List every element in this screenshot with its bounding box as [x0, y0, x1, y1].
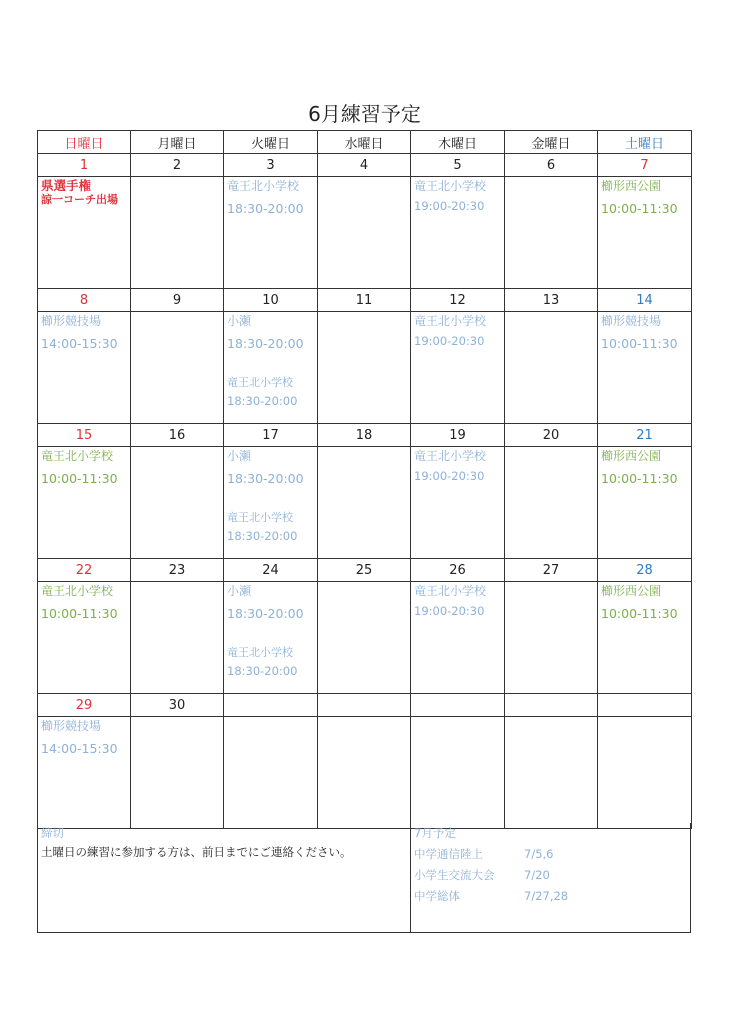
event-location: 竜王北小学校 [227, 376, 293, 389]
event-location: 小瀬 [227, 314, 252, 328]
event-location: 櫛形競技場 [41, 719, 102, 733]
event-location: 竜王北小学校 [227, 646, 293, 659]
event-time: 18:30-20:00 [227, 471, 304, 486]
day-cell [505, 582, 598, 694]
event-location: 櫛形西公園 [601, 449, 662, 463]
week-4-numbers [38, 559, 692, 582]
week-3-numbers [38, 424, 692, 447]
event-location: 櫛形西公園 [601, 179, 662, 193]
event-location: 竜王北小学校 [227, 179, 300, 193]
day-number: 7 [598, 154, 692, 177]
event-time: 18:30-20:00 [227, 394, 298, 408]
deadline-label: 締切 [41, 826, 64, 840]
event-time: 18:30-20:00 [227, 336, 304, 351]
day-number: 16 [131, 424, 224, 447]
event-time: 14:00-15:30 [41, 741, 118, 756]
event-time: 19:00-20:30 [414, 334, 485, 348]
day-cell [224, 717, 318, 829]
day-cell [224, 312, 318, 424]
day-cell [598, 717, 692, 829]
page-title: 6月練習予定 [308, 102, 421, 126]
calendar-table [37, 130, 692, 829]
day-cell [598, 447, 692, 559]
day-number: 21 [598, 424, 692, 447]
weekday-tuesday: 火曜日 [224, 131, 318, 154]
event-location: 小瀬 [227, 449, 252, 463]
event-time: 10:00-11:30 [601, 606, 678, 621]
day-number: 3 [224, 154, 318, 177]
weekday-wednesday: 水曜日 [318, 131, 411, 154]
day-number [505, 694, 598, 717]
event-location: 竜王北小学校 [41, 584, 114, 598]
event-location: 竜王北小学校 [227, 511, 293, 524]
day-number: 27 [505, 559, 598, 582]
day-cell [505, 177, 598, 289]
day-number: 6 [505, 154, 598, 177]
week-5-events [38, 717, 692, 829]
day-number [598, 694, 692, 717]
day-number: 1 [38, 154, 131, 177]
day-number: 8 [38, 289, 131, 312]
day-number: 17 [224, 424, 318, 447]
weekday-friday: 金曜日 [505, 131, 598, 154]
event-time: 18:30-20:00 [227, 664, 298, 678]
day-cell [411, 447, 505, 559]
event-location: 櫛形競技場 [601, 314, 662, 328]
footer-notes [37, 823, 691, 933]
day-number: 5 [411, 154, 505, 177]
day-cell [131, 582, 224, 694]
event-time: 10:00-11:30 [601, 336, 678, 351]
day-cell [411, 582, 505, 694]
event-time: 18:30-20:00 [227, 529, 298, 543]
day-number: 14 [598, 289, 692, 312]
day-cell [598, 582, 692, 694]
day-cell [598, 312, 692, 424]
day-cell [318, 717, 411, 829]
event-time: 10:00-11:30 [41, 471, 118, 486]
day-cell [318, 312, 411, 424]
day-number: 24 [224, 559, 318, 582]
july-item-name: 小学生交流大会 [414, 868, 495, 882]
july-item-name: 中学総体 [414, 889, 460, 903]
event-time: 19:00-20:30 [414, 604, 485, 618]
day-number: 29 [38, 694, 131, 717]
event-location: 竜王北小学校 [41, 449, 114, 463]
event-location: 櫛形西公園 [601, 584, 662, 598]
july-item-date: 7/20 [524, 868, 550, 882]
july-schedule-title: 7月予定 [414, 826, 456, 840]
day-number: 10 [224, 289, 318, 312]
day-number: 26 [411, 559, 505, 582]
event-time: 14:00-15:30 [41, 336, 118, 351]
day-number: 15 [38, 424, 131, 447]
day-cell [38, 177, 131, 289]
day-number: 20 [505, 424, 598, 447]
day-number: 9 [131, 289, 224, 312]
week-4-events [38, 582, 692, 694]
day-number: 2 [131, 154, 224, 177]
july-item [414, 867, 687, 883]
day-number: 22 [38, 559, 131, 582]
day-number: 18 [318, 424, 411, 447]
day-number: 19 [411, 424, 505, 447]
event-note: 諒一コーチ出場 [41, 193, 118, 206]
event-time: 19:00-20:30 [414, 469, 485, 483]
day-cell [598, 177, 692, 289]
event-time: 18:30-20:00 [227, 201, 304, 216]
weekday-monday: 月曜日 [131, 131, 224, 154]
event-time: 10:00-11:30 [601, 201, 678, 216]
week-2-numbers [38, 289, 692, 312]
day-cell [38, 447, 131, 559]
week-3-events [38, 447, 692, 559]
day-number: 13 [505, 289, 598, 312]
day-cell [505, 717, 598, 829]
day-cell [505, 447, 598, 559]
day-cell [224, 177, 318, 289]
day-cell [131, 177, 224, 289]
day-cell [318, 582, 411, 694]
july-item-date: 7/5,6 [524, 847, 554, 861]
week-1-numbers [38, 154, 692, 177]
day-cell [224, 582, 318, 694]
day-cell [411, 177, 505, 289]
day-cell [505, 312, 598, 424]
day-cell [131, 312, 224, 424]
day-cell [411, 312, 505, 424]
event-location: 竜王北小学校 [414, 449, 487, 463]
day-number: 25 [318, 559, 411, 582]
event-time: 18:30-20:00 [227, 606, 304, 621]
day-cell [131, 447, 224, 559]
day-cell [411, 717, 505, 829]
event-time: 19:00-20:30 [414, 199, 485, 213]
week-1-events [38, 177, 692, 289]
day-number [318, 694, 411, 717]
weekday-header-row [38, 131, 692, 154]
july-item-name: 中学通信陸上 [414, 847, 483, 861]
day-cell [38, 717, 131, 829]
july-item [414, 888, 687, 904]
weekday-sunday: 日曜日 [38, 131, 131, 154]
day-number: 23 [131, 559, 224, 582]
event-location: 竜王北小学校 [414, 584, 487, 598]
event-location: 竜王北小学校 [414, 314, 487, 328]
day-cell [38, 582, 131, 694]
day-cell [318, 447, 411, 559]
event-location: 櫛形競技場 [41, 314, 102, 328]
day-number: 12 [411, 289, 505, 312]
july-item-date: 7/27,28 [524, 889, 569, 903]
day-cell [318, 177, 411, 289]
day-cell [131, 717, 224, 829]
day-number: 30 [131, 694, 224, 717]
weekday-saturday: 土曜日 [598, 131, 692, 154]
weekday-thursday: 木曜日 [411, 131, 505, 154]
july-item [414, 846, 687, 862]
week-5-numbers [38, 694, 692, 717]
day-cell [38, 312, 131, 424]
day-number [411, 694, 505, 717]
event-location: 竜王北小学校 [414, 179, 487, 193]
day-number [224, 694, 318, 717]
event-title: 県選手権 [41, 178, 92, 193]
day-cell [224, 447, 318, 559]
notice-text: 土曜日の練習に参加する方は、前日までにご連絡ください。 [41, 845, 352, 859]
event-location: 小瀬 [227, 584, 252, 598]
event-time: 10:00-11:30 [601, 471, 678, 486]
week-2-events [38, 312, 692, 424]
day-number: 28 [598, 559, 692, 582]
day-number: 4 [318, 154, 411, 177]
july-schedule [411, 823, 690, 932]
day-number: 11 [318, 289, 411, 312]
event-time: 10:00-11:30 [41, 606, 118, 621]
deadline-section [38, 823, 411, 932]
